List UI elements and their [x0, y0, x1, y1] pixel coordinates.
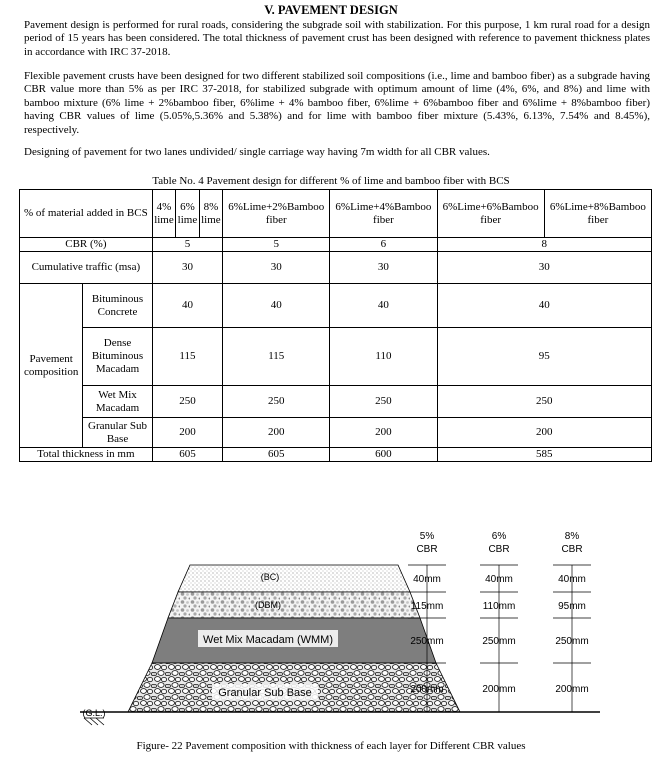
table-row	[20, 328, 652, 386]
dim-value: 40mm	[558, 574, 586, 585]
gsb-label: Granular Sub Base	[218, 687, 312, 699]
dim-value: 95mm	[558, 601, 586, 612]
table-row	[20, 448, 652, 462]
table-row	[20, 284, 652, 328]
cbr-label: CBR	[416, 544, 438, 555]
cbr-label: CBR	[488, 544, 510, 555]
table-cell: 95	[437, 328, 651, 386]
dim-value: 200mm	[555, 684, 589, 695]
table-cell: 605	[223, 448, 330, 462]
table-cell: 6	[330, 238, 437, 252]
paragraph-intro: Pavement design is performed for rural roads, considering the subgrade soil with stabilization. For this purpose, 1 km rural road for a design period of 15 years has been considered. The total thickness of pavement crust has been designed with reference to pavement thickness plates in accordance with IRC 37-2018.	[24, 19, 650, 58]
ground-level-label: (G.L.)	[82, 708, 106, 718]
pavement-layers-figure	[0, 520, 662, 730]
header-material: % of material added in BCS	[20, 190, 153, 238]
table-cell: 5	[223, 238, 330, 252]
table-cell: 250	[152, 386, 222, 418]
table-header-row	[20, 190, 652, 238]
paragraph-carriageway: Designing of pavement for two lanes undivided/ single carriage way having 7m width for all CBR values.	[24, 146, 490, 158]
layer-name: Dense Bituminous Macadam	[83, 328, 152, 386]
layer-name: Granular Sub Base	[83, 418, 152, 448]
table-cell: 600	[330, 448, 437, 462]
table-cell: 5	[152, 238, 222, 252]
table-cell: 200	[152, 418, 222, 448]
table-cell: 115	[152, 328, 222, 386]
dim-value: 110mm	[482, 601, 516, 612]
header-col: 6%Lime+8%Bamboo fiber	[544, 190, 651, 238]
table-cell: 250	[223, 386, 330, 418]
dim-value: 200mm	[482, 684, 516, 695]
header-col: 8% lime	[199, 190, 222, 238]
header-col: 4% lime	[152, 190, 175, 238]
row-label: CBR (%)	[20, 238, 153, 252]
bc-label: (BC)	[260, 572, 280, 582]
table-caption: Table No. 4 Pavement design for different % of lime and bamboo fiber with BCS	[152, 175, 510, 187]
dim-value: 40mm	[413, 574, 441, 585]
table-cell: 200	[223, 418, 330, 448]
dim-value: 250mm	[482, 636, 516, 647]
dim-value: 200mm	[410, 684, 444, 695]
figure-caption: Figure- 22 Pavement composition with thickness of each layer for Different CBR values	[136, 740, 526, 752]
table-cell: 250	[437, 386, 651, 418]
cbr-label: CBR	[561, 544, 583, 555]
table-row	[20, 238, 652, 252]
cbr-8-column	[561, 531, 582, 555]
dim-value: 115mm	[410, 601, 444, 612]
header-col: 6% lime	[176, 190, 199, 238]
section-heading: V. PAVEMENT DESIGN	[264, 3, 398, 17]
layer-name: Bituminous Concrete	[83, 284, 152, 328]
table-cell: 30	[437, 252, 651, 284]
table-cell: 115	[223, 328, 330, 386]
paragraph-stabilization: Flexible pavement crusts have been designed for two different stabilized soil compositions (i.e., lime and bamboo fiber) as a subgrade having CBR value more than 5% as per IRC 37-2018, for stabilized subgrade with optimum amount of lime (4%, 6%, and 8%) and lime with bamboo mixture (6% lime + 2%bamboo fiber, 6%lime + 4% bamboo fiber, 6%lime + 6%bamboo fiber and 6%lime + 8%bamboo fiber) having CBR values of lime (5.05%,5.36% and 5.38%) and for lime with bamboo fiber mixture (5.43%, 6.13%, 7.54% and 8.45%), respectively.	[24, 70, 650, 136]
cbr-pct: 5%	[419, 531, 435, 542]
dim-value: 40mm	[485, 574, 513, 585]
wmm-label: Wet Mix Macadam (WMM)	[203, 634, 333, 646]
cbr-5-column	[416, 531, 437, 555]
header-col: 6%Lime+4%Bamboo fiber	[330, 190, 437, 238]
table-cell: 30	[223, 252, 330, 284]
table-cell: 40	[330, 284, 437, 328]
table-cell: 8	[437, 238, 651, 252]
dim-value: 250mm	[410, 636, 444, 647]
table-row	[20, 418, 652, 448]
bc-layer	[178, 565, 410, 592]
layer-name: Wet Mix Macadam	[83, 386, 152, 418]
table-cell: 250	[330, 386, 437, 418]
table-cell: 30	[152, 252, 222, 284]
cbr-pct: 6%	[491, 531, 507, 542]
table-cell: 30	[330, 252, 437, 284]
pavement-design-table	[19, 189, 652, 462]
dbm-label: (DBM)	[255, 600, 281, 610]
header-col: 6%Lime+2%Bamboo fiber	[223, 190, 330, 238]
dbm-layer	[168, 592, 420, 618]
table-cell: 110	[330, 328, 437, 386]
row-label: Total thickness in mm	[20, 448, 153, 462]
table-cell: 605	[152, 448, 222, 462]
table-cell: 200	[330, 418, 437, 448]
header-col: 6%Lime+6%Bamboo fiber	[437, 190, 544, 238]
table-cell: 200	[437, 418, 651, 448]
table-cell: 40	[152, 284, 222, 328]
table-row	[20, 386, 652, 418]
table-cell: 585	[437, 448, 651, 462]
group-label: Pavement composition	[20, 284, 83, 448]
dim-value: 250mm	[555, 636, 589, 647]
cbr-pct: 8%	[564, 531, 580, 542]
table-cell: 40	[223, 284, 330, 328]
table-row	[20, 252, 652, 284]
row-label: Cumulative traffic (msa)	[20, 252, 153, 284]
cbr-6-column	[488, 531, 509, 555]
table-cell: 40	[437, 284, 651, 328]
